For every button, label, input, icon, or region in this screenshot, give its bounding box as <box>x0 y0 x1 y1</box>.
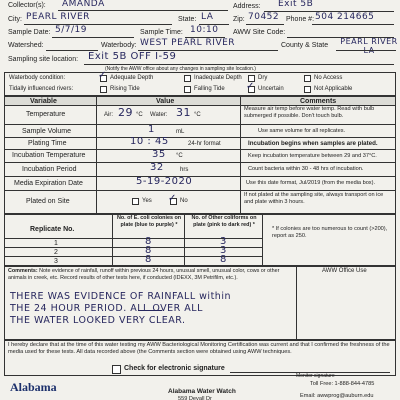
replicate-num: 2 <box>54 249 58 256</box>
incubation-period-comment: Count bacteria within 30 - 48 hrs of incubation. <box>248 166 364 172</box>
col-other-header: No. of Other coliforms on plate (pink to dark red) * <box>191 215 257 228</box>
plating-time-value[interactable]: 10 : 45 <box>130 136 169 147</box>
aww-site-code-label: AWW Site Code: <box>233 29 286 36</box>
air-temp-unit: °C <box>136 112 143 118</box>
sample-date-value[interactable]: 5/7/19 <box>55 25 87 35</box>
check-mark-icon: ✓ <box>246 81 255 92</box>
zip-label: Zip: <box>233 16 245 23</box>
state-value[interactable]: LA <box>201 12 214 22</box>
sampling-site-value[interactable]: Exit 5B OFF I-59 <box>88 51 177 62</box>
incubation-temp-label: Incubation Temperature <box>12 152 86 159</box>
address-label: Address: <box>233 3 261 10</box>
temperature-label: Temperature <box>26 111 66 118</box>
sample-volume-comment: Use same volume for all replicates. <box>258 128 346 134</box>
monitor-signature-label: Monitor signature <box>296 373 335 379</box>
replicate-ecoli[interactable]: 8 <box>145 245 152 256</box>
phone-value[interactable]: 504 214665 <box>315 12 375 22</box>
comment-line-3[interactable]: THE WATER LOOKED VERY CLEAR. <box>10 315 186 326</box>
incubation-temp-unit: °C <box>176 153 183 159</box>
incubation-period-value[interactable]: 32 <box>150 162 164 173</box>
tollfree-text: Toll Free: 1-888-844-4785 <box>310 381 375 387</box>
water-temp-value[interactable]: 31 <box>176 106 191 119</box>
no-access-checkbox[interactable] <box>304 75 311 82</box>
water-label: Water: <box>150 112 168 118</box>
air-temp-value[interactable]: 29 <box>118 106 133 119</box>
waterbody-label: Waterbody: <box>101 42 137 49</box>
plated-no-label: No <box>180 198 188 204</box>
falling-tide-checkbox[interactable] <box>184 86 191 93</box>
adequate-depth-label: Adequate Depth <box>110 75 154 81</box>
inadequate-depth-label: Inadequate Depth <box>194 75 242 81</box>
sample-volume-value[interactable]: 1 <box>148 124 155 135</box>
replicate-num: 1 <box>54 240 58 247</box>
replicate-other[interactable]: 3 <box>220 245 227 256</box>
water-temp-unit: °C <box>194 112 201 118</box>
email-text: Email: awwprog@auburn.edu <box>300 393 374 399</box>
too-numerous-note: * If colonies are too numerous to count (>200), report as 250. <box>272 226 388 239</box>
col-replicate-header: Replicate No. <box>30 226 75 233</box>
col-value-header: Value <box>156 98 175 105</box>
replicate-num: 3 <box>54 258 58 265</box>
comments-label: Comments: <box>8 268 38 274</box>
office-use-label: AWW Office Use <box>322 268 367 274</box>
sample-volume-unit: mL <box>176 129 185 135</box>
replicate-ecoli[interactable]: 8 <box>145 254 152 265</box>
incubation-temp-value[interactable]: 35 <box>152 149 166 160</box>
col-variable-header: Variable <box>30 98 57 105</box>
sample-volume-label: Sample Volume <box>22 128 72 135</box>
rising-tide-label: Rising Tide <box>110 86 140 92</box>
col-ecoli-header: No. of E. coli colonies on plate (blue to purple) * <box>116 215 182 228</box>
collectors-label: Collector(s): <box>8 2 46 9</box>
incubation-period-label: Incubation Period <box>22 166 77 173</box>
comments-instructions-block <box>8 268 294 282</box>
sample-date-label: Sample Date: <box>8 29 51 36</box>
comment-line-1[interactable]: THERE WAS EVIDENCE OF RAINFALL within <box>10 291 231 302</box>
falling-tide-label: Falling Tide <box>194 86 225 92</box>
plated-yes-label: Yes <box>142 198 152 204</box>
waterbody-condition-label: Waterbody condition: <box>9 75 66 81</box>
check-mark-icon: ✓ <box>168 193 177 204</box>
waterbody-value[interactable]: WEST PEARL RIVER <box>140 38 236 48</box>
dry-label: Dry <box>258 75 268 81</box>
phone-label: Phone #: <box>286 16 315 23</box>
alabama-logo: Alabama <box>10 380 57 394</box>
check-mark-icon: ✓ <box>98 70 107 81</box>
watershed-label: Watershed: <box>8 42 44 49</box>
temperature-comment: Measure air temp before water temp. Read with bulb submerged if possible. Don't touch bulb. <box>244 106 375 119</box>
plated-on-site-label: Plated on Site <box>26 198 70 205</box>
media-exp-label: Media Expiration Date <box>14 180 83 187</box>
media-exp-comment: Use this date format, Jul/2019 (from the media box). <box>246 180 376 186</box>
media-exp-value[interactable]: 5-19-2020 <box>136 176 193 187</box>
uncertain-label: Uncertain <box>258 86 284 92</box>
rising-tide-checkbox[interactable] <box>100 86 107 93</box>
org-title: Alabama Water Watch <box>168 388 236 395</box>
city-value[interactable]: PEARL RIVER <box>26 12 90 22</box>
replicate-other[interactable]: 3 <box>220 236 227 247</box>
notify-text: (Notify the AWW office about any changes in sampling site location.) <box>105 66 256 72</box>
not-applicable-checkbox[interactable] <box>304 86 311 93</box>
address-partial: 559 Devall Dr <box>178 396 212 400</box>
replicate-ecoli[interactable]: 8 <box>145 236 152 247</box>
not-applicable-label: Not Applicable <box>314 86 353 92</box>
plating-time-label: Plating Time <box>28 140 67 147</box>
plating-time-unit: 24-hr format <box>188 141 221 147</box>
plating-time-comment: Incubation begins when samples are plated. <box>248 140 378 147</box>
county-state-label: County & State <box>281 42 329 49</box>
incubation-period-unit: hrs <box>180 167 189 173</box>
comments-instructions: Note evidence of rainfall, runoff within previous 24 hours, unusual smell, unusual color, cows or other animals in creek, etc. Record results of other tests here, if conducted (IDEXX, 3M Petrifilm, etc.). <box>8 268 280 281</box>
col-comments-header: Comments <box>300 98 337 105</box>
electronic-signature-label: Check for electronic signature <box>124 365 225 372</box>
collectors-value[interactable]: AMANDA <box>62 0 105 9</box>
sample-time-label: Sample Time: <box>140 29 183 36</box>
plated-on-site-comment: If not plated at the sampling site, always transport on ice and plate within 3 hours. <box>244 192 384 205</box>
replicate-other[interactable]: 8 <box>220 254 227 265</box>
incubation-temp-comment: Keep incubation temperature between 29 and 37°C. <box>248 153 377 159</box>
county-state-value[interactable]: PEARL RIVER LA <box>340 37 398 55</box>
no-access-label: No Access <box>314 75 343 81</box>
city-label: City: <box>8 16 22 23</box>
sampling-site-label: Sampling site location: <box>8 56 79 63</box>
zip-value[interactable]: 70452 <box>248 12 280 22</box>
plated-yes-checkbox[interactable] <box>132 198 139 205</box>
declaration-text: I hereby declare that at the time of this water testing my AWW Bacteriological Monitoring Certification was current and that I confirmed the freshness of the media used for these tests. All data recorded above (the Comments section were obtained using AWW techniques. <box>8 342 390 355</box>
tidal-label: Tidally influenced rivers: <box>9 86 74 92</box>
address-value[interactable]: Exit 5B <box>278 0 314 9</box>
comment-line-2[interactable]: THE 24 HOUR PERIOD. ALL OVER ALL <box>10 303 203 314</box>
sample-time-value[interactable]: 10:10 <box>190 25 219 35</box>
state-label: State: <box>178 16 197 23</box>
air-label: Air: <box>104 112 113 118</box>
inadequate-depth-checkbox[interactable] <box>184 75 191 82</box>
electronic-signature-checkbox[interactable] <box>112 365 121 374</box>
